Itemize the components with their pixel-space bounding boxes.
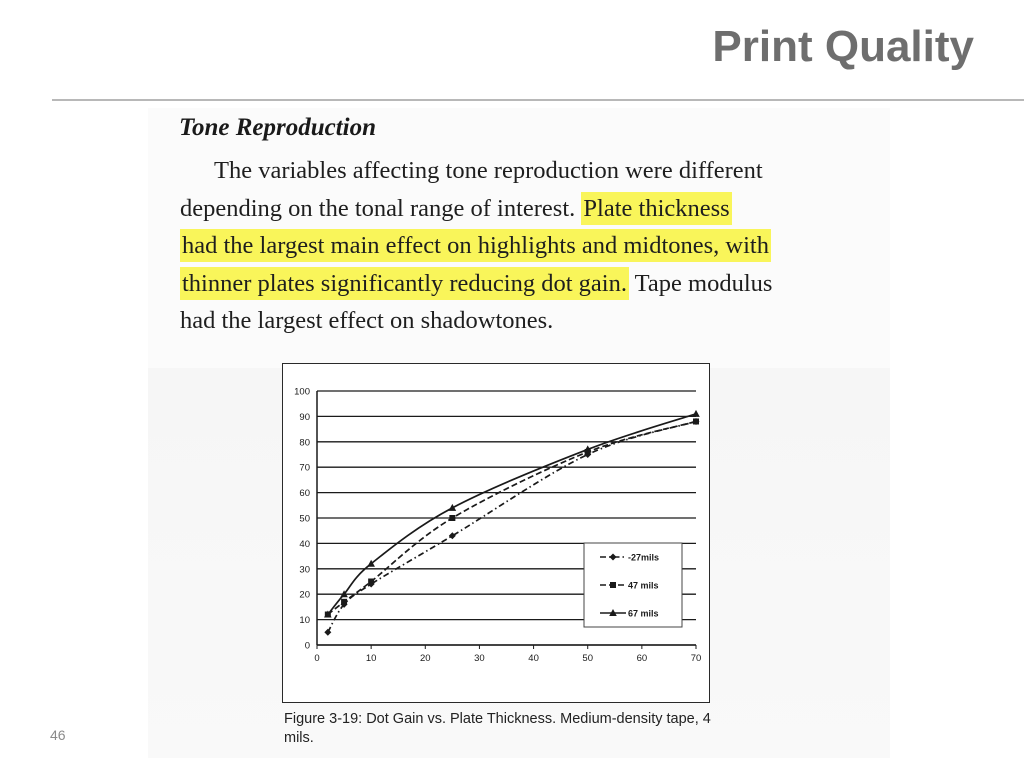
slide-title: Print Quality	[712, 22, 974, 71]
y-tick-label: 60	[299, 488, 310, 500]
y-tick-label: 30	[299, 564, 310, 576]
paragraph-text: depending on the tonal range of interest.	[180, 194, 576, 222]
x-tick-label: 40	[528, 653, 539, 664]
x-tick-label: 20	[419, 653, 431, 664]
title-divider	[52, 99, 1024, 101]
y-tick-label: 10	[299, 615, 310, 627]
paragraph-text: Tape modulus	[634, 269, 773, 297]
highlighted-text: Plate thickness	[581, 192, 731, 225]
paragraph-line	[180, 265, 870, 303]
legend-marker	[610, 582, 616, 588]
x-tick-label: 70	[690, 653, 702, 664]
y-tick-label: 70	[299, 462, 310, 474]
data-point	[341, 599, 347, 605]
x-tick-label: 0	[314, 653, 320, 664]
y-tick-label: 0	[304, 640, 310, 652]
y-tick-label: 100	[294, 386, 310, 398]
paragraph-line: The variables affecting tone reproduction were different	[214, 157, 763, 184]
y-tick-label: 40	[299, 538, 310, 550]
legend-label: 47 mils	[628, 580, 659, 591]
data-point	[324, 629, 331, 636]
page-number: 46	[50, 727, 66, 743]
body-paragraph	[180, 152, 870, 340]
highlighted-text: thinner plates significantly reducing dot gain.	[180, 267, 629, 300]
y-tick-label: 50	[299, 513, 310, 525]
y-tick-label: 80	[299, 437, 310, 449]
x-tick-label: 10	[365, 653, 377, 664]
x-tick-label: 30	[474, 653, 485, 664]
highlighted-text: had the largest main effect on highlights and midtones, with	[180, 229, 771, 262]
figure-caption: Figure 3-19: Dot Gain vs. Plate Thickness. Medium-density tape, 4 mils.	[284, 711, 711, 746]
x-tick-label: 60	[636, 653, 648, 664]
y-tick-label: 90	[299, 411, 310, 423]
paragraph-line	[180, 190, 870, 228]
dot-gain-chart	[282, 363, 712, 705]
data-point	[449, 515, 455, 521]
data-point	[693, 418, 699, 424]
y-tick-label: 20	[299, 589, 310, 601]
paragraph-line: had the largest effect on shadowtones.	[180, 307, 554, 334]
section-heading: Tone Reproduction	[179, 114, 377, 141]
paragraph-line	[180, 227, 870, 265]
legend-label: 67 mils	[628, 608, 659, 619]
data-point	[692, 410, 700, 417]
x-tick-label: 50	[582, 653, 594, 664]
data-point	[368, 579, 374, 585]
legend-label: -27mils	[628, 552, 660, 563]
